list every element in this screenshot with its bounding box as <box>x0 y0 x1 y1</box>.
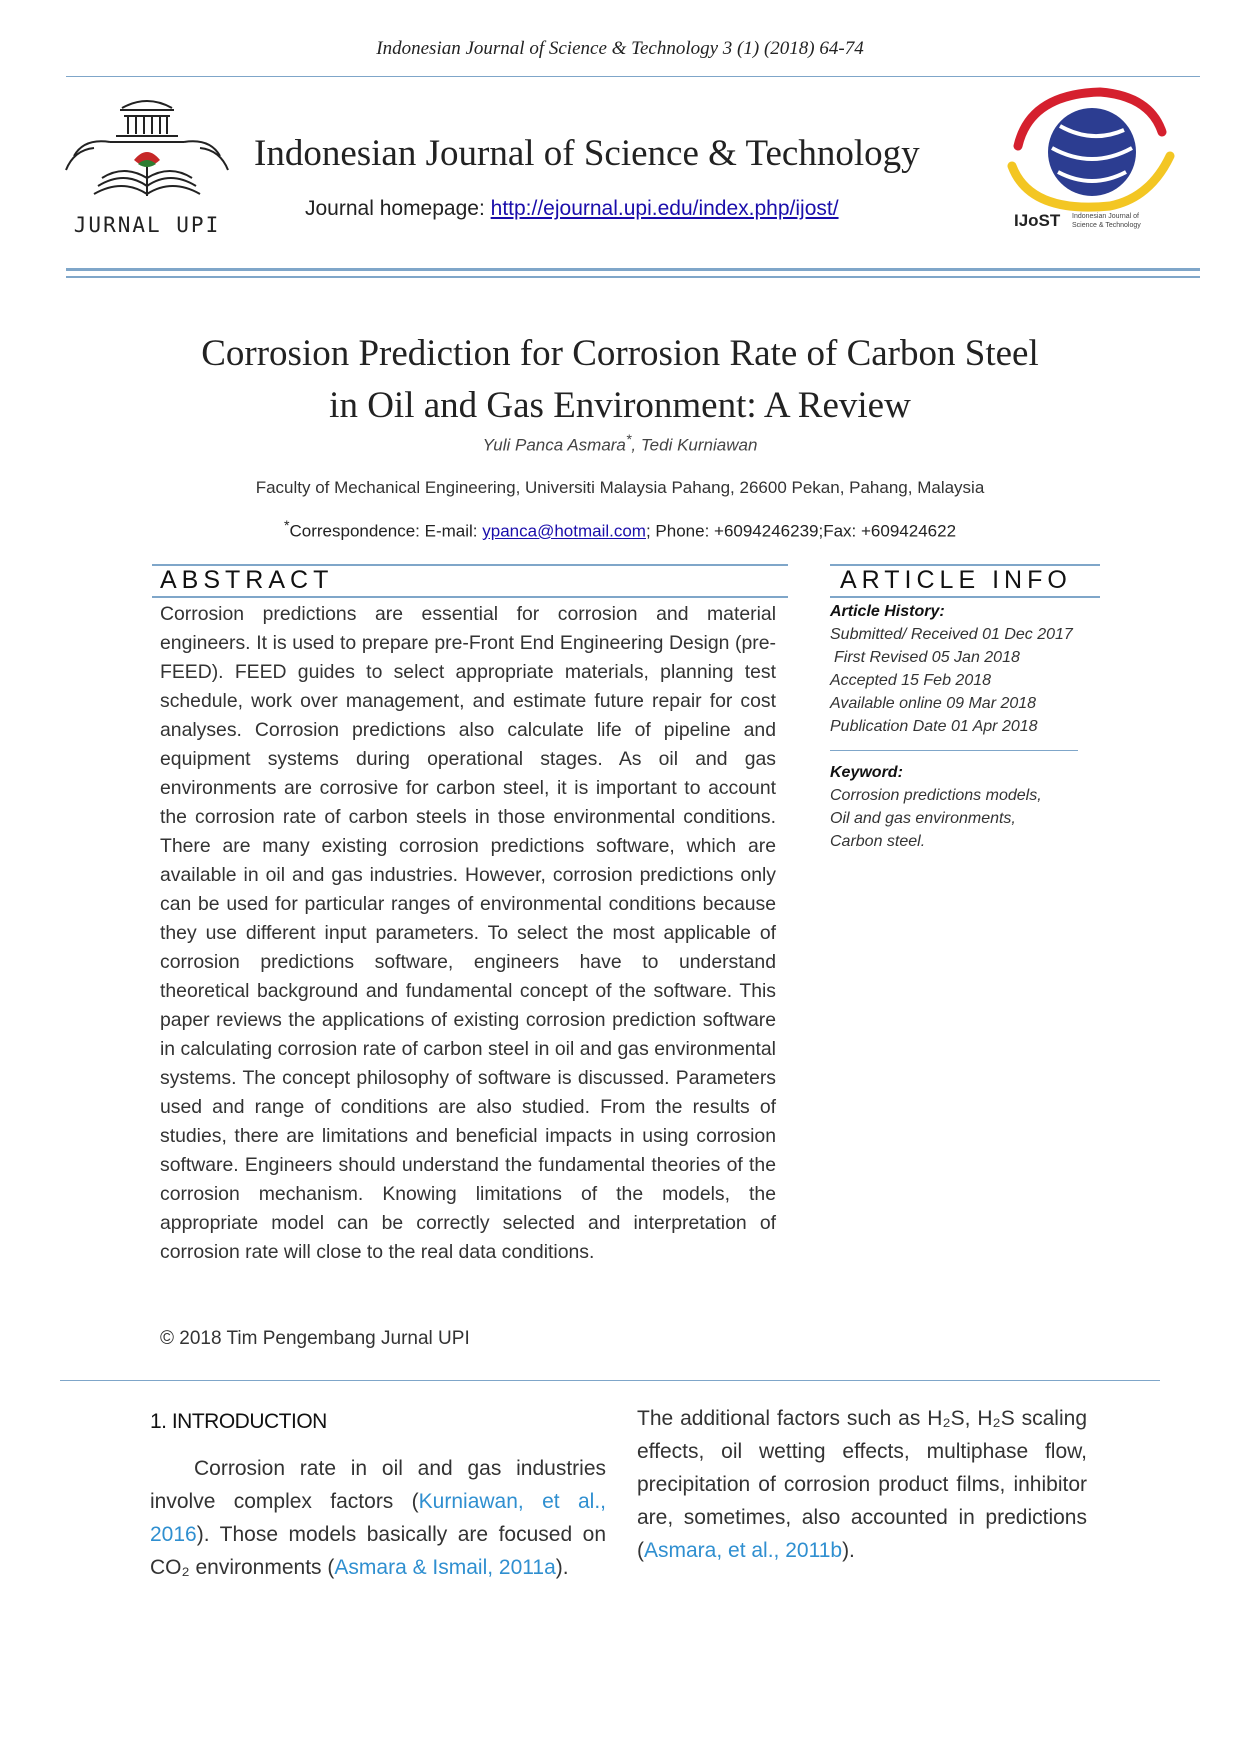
jurnal-upi-logo <box>64 86 230 238</box>
keyword-item: Carbon steel. <box>830 833 926 850</box>
article-info-heading: ARTICLE INFO <box>840 566 1072 594</box>
svg-text:IJoST: IJoST <box>1014 211 1061 230</box>
history-submitted: Submitted/ Received 01 Dec 2017 <box>830 626 1073 643</box>
abstract-section-divider <box>60 1380 1160 1381</box>
article-info <box>830 600 1090 853</box>
intro-left-text-2: ). Those models basically are focused on CO₂ environments ( <box>150 1523 606 1579</box>
svg-text:Indonesian Journal of: Indonesian Journal of <box>1072 213 1139 220</box>
keyword-item: Corrosion predictions models, <box>830 787 1042 804</box>
correspondence-mark: * <box>283 518 290 534</box>
ijost-logo <box>1000 86 1180 236</box>
contact-numbers: ; Phone: +6094246239;Fax: +609424622 <box>645 521 957 541</box>
authors <box>0 432 1240 456</box>
abstract-text: Corrosion predictions are essential for corrosion and material engineers. It is used to prepare pre-Front End Engineering Design (pre-FEED). FEED guides to select appropriate materials, planning test schedule, work over management, and estimate future repair for cost analyses. Corrosion predictions also calculate life of pipeline and equipment systems during operational stages. As oil and gas environments are corrosive for carbon steel, it is important to account the corrosion rate of carbon steels in those environmental conditions. There are many existing corrosion predictions software, which are available in oil and gas industries. However, corrosion predictions only can be used for particular ranges of environmental conditions because they use different input parameters. To select the most applicable of corrosion predictions software, engineers have to understand theoretical background and fundamental concept of the software. This paper reviews the applications of existing corrosion prediction software in calculating corrosion rate of carbon steel in oil and gas environmental systems. The concept philosophy of software is discussed. Parameters used and range of conditions are also studied. From the results of studies, there are limitations and beneficial impacts in using corrosion software. Engineers should understand the fundamental theories of the corrosion mechanism. Knowing limitations of the models, the appropriate model can be correctly selected and interpretation of corrosion rate will close to the real data conditions. <box>160 603 776 1263</box>
intro-left-text-3: ). <box>555 1556 569 1579</box>
header-rule <box>66 76 1200 77</box>
author-rest: , Tedi Kurniawan <box>631 435 758 455</box>
abstract-rule-bottom <box>152 596 788 598</box>
history-online: Available online 09 Mar 2018 <box>830 695 1037 712</box>
journal-name: Indonesian Journal of Science & Technology <box>254 133 920 174</box>
running-header: Indonesian Journal of Science & Technology 3 (1) (2018) 64-74 <box>376 38 864 59</box>
journal-homepage <box>305 197 839 221</box>
title-line-2: in Oil and Gas Environment: A Review <box>329 385 911 426</box>
affiliation: Faculty of Mechanical Engineering, Universiti Malaysia Pahang, 26600 Pekan, Pahang, Malaysia <box>255 478 985 497</box>
info-divider <box>830 750 1078 751</box>
citation-asmara-ismail-2011a[interactable]: Asmara & Ismail, 2011a <box>334 1556 556 1579</box>
author-first: Yuli Panca Asmara <box>482 435 626 455</box>
abstract-heading: ABSTRACT <box>160 566 334 594</box>
citation-kurniawan-2016[interactable]: Kurniawan, et al., 2016 <box>150 1490 606 1546</box>
homepage-link[interactable]: http://ejournal.upi.edu/index.php/ijost/ <box>490 197 839 220</box>
keyword-item: Oil and gas environments, <box>830 810 1016 827</box>
ijost-globe-icon <box>1000 86 1180 236</box>
jurnal-upi-emblem-icon <box>64 86 230 238</box>
svg-text:Science & Technology: Science & Technology <box>1072 222 1141 229</box>
correspondence-label: Correspondence: <box>289 521 425 541</box>
masthead-rule-top <box>66 268 1200 271</box>
keyword-label: Keyword: <box>830 764 903 781</box>
corresponding-author-mark: * <box>625 432 632 448</box>
correspondence <box>0 518 1240 542</box>
info-rule-bottom <box>830 596 1100 598</box>
citation-asmara-2011b[interactable]: Asmara, et al., 2011b <box>644 1539 843 1562</box>
masthead-rule-bottom <box>66 276 1200 278</box>
introduction-heading: 1. INTRODUCTION <box>150 1410 327 1433</box>
paper-title <box>140 328 1100 432</box>
intro-left-text-1: Corrosion rate in oil and gas industries involve complex factors ( <box>150 1457 606 1513</box>
introduction-right-column <box>637 1402 1087 1567</box>
copyright: © 2018 Tim Pengembang Jurnal UPI <box>160 1328 470 1349</box>
intro-right-text-1: The additional factors such as H₂S, H₂S scaling effects, oil wetting effects, multiphase flow, precipitation of corrosion product films, inhibitor are, sometimes, also accounted in predictions ( <box>637 1407 1087 1562</box>
email-link[interactable]: ypanca@hotmail.com <box>482 521 646 541</box>
title-line-1: Corrosion Prediction for Corrosion Rate of Carbon Steel <box>201 333 1039 374</box>
history-accepted: Accepted 15 Feb 2018 <box>830 672 992 689</box>
intro-right-text-2: ). <box>842 1539 855 1562</box>
history-publication: Publication Date 01 Apr 2018 <box>830 718 1038 735</box>
email-label: E-mail: <box>424 521 483 541</box>
history-revised: First Revised 05 Jan 2018 <box>834 649 1020 666</box>
homepage-label: Journal homepage: <box>305 197 491 220</box>
introduction-left-column <box>150 1452 606 1584</box>
history-label: Article History: <box>830 603 945 620</box>
svg-text:JURNAL UPI: JURNAL UPI <box>73 213 221 237</box>
